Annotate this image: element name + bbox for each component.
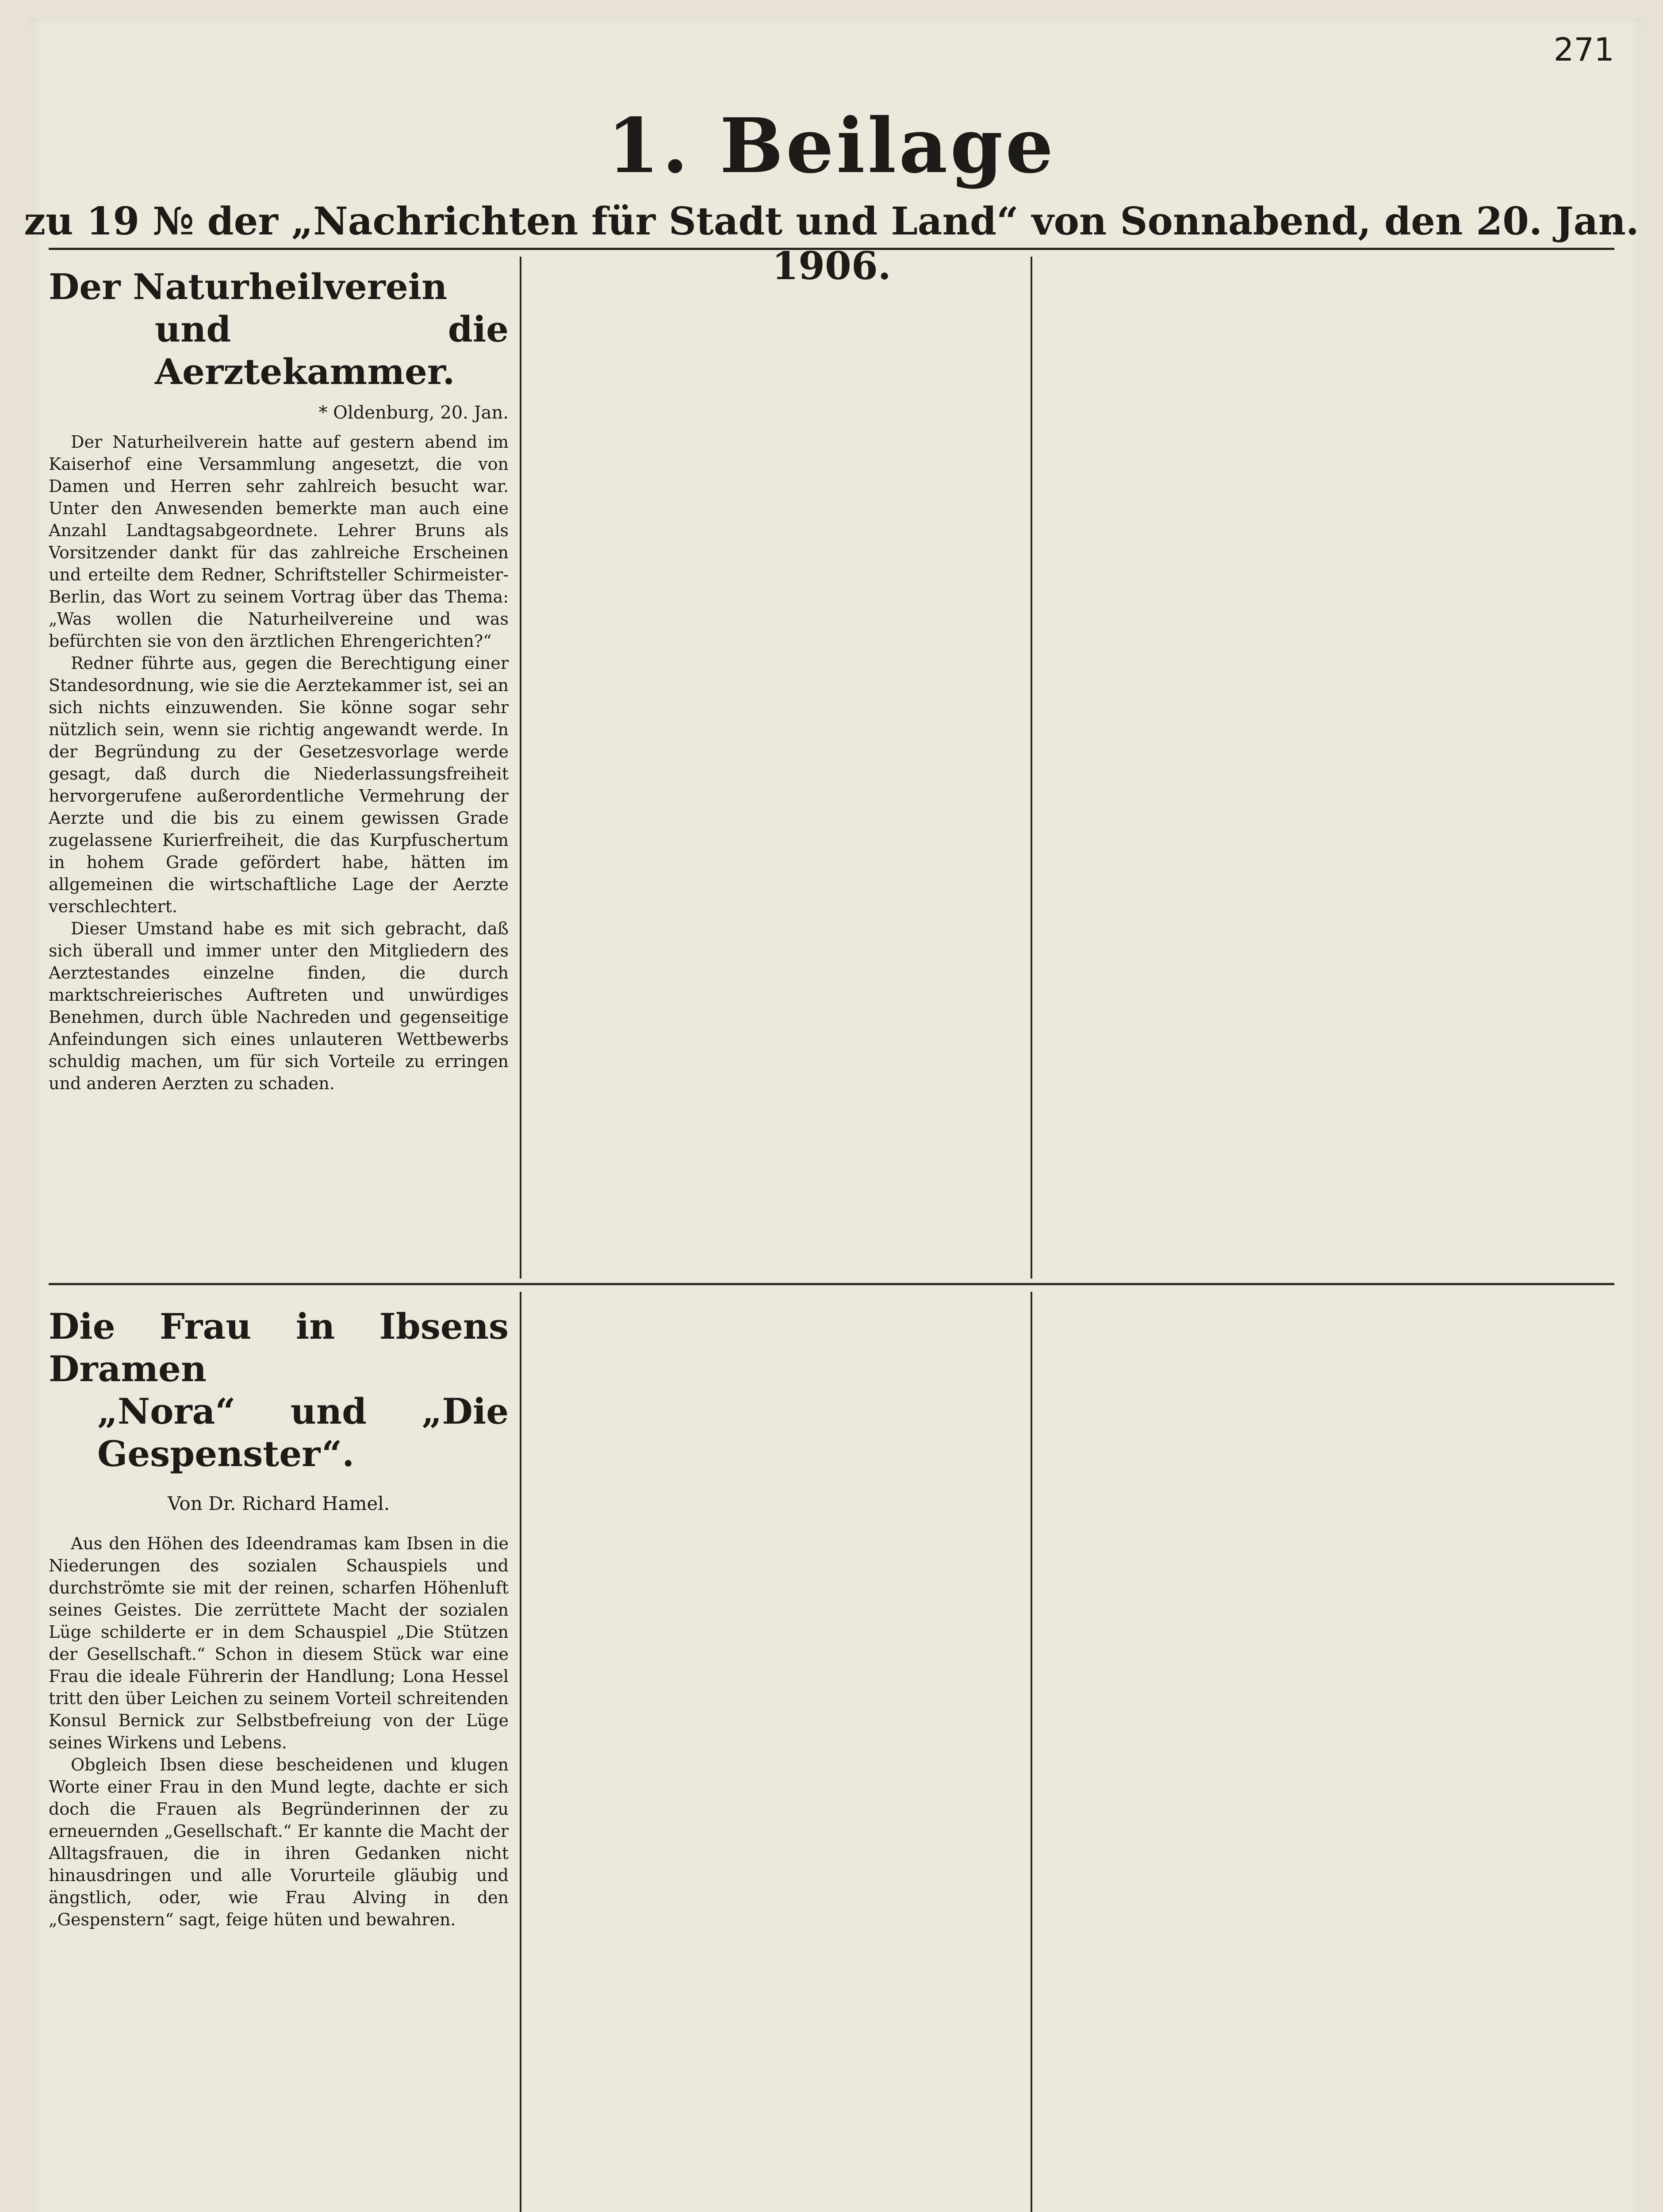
dateline: * Oldenburg, 20. Jan. <box>318 403 509 423</box>
page-number: 271 <box>1553 31 1614 68</box>
paragraph: Der Naturheilverein hatte auf gestern abend im Kaiserhof eine Versammlung angesetzt, die von Damen und Herren sehr zahlreich besucht war. Unter den Anwesenden bemerkte man auch eine Anzahl Landtagsabgeordnete. Lehrer Bruns als Vorsitzender dankt für das zahlreiche Erscheinen und erteilte dem Redner, Schriftsteller Schirmeister-Berlin, das Wort zu seinem Vortrag über das Thema: „Was wollen die Naturheilvereine und was befürchten sie von den ärztlichen Ehrengerichten?“ <box>49 432 509 651</box>
masthead <box>0 102 1663 288</box>
byline: Von Dr. Richard Hamel. <box>167 1493 390 1514</box>
article-ibsen <box>49 1305 509 2212</box>
column-rule-3 <box>520 1292 521 2212</box>
paragraph: Aus den Höhen des Ideendramas kam Ibsen in die Niederungen des sozialen Schauspiels und durchströmte sie mit der reinen, scharfen Höhenluft seines Geistes. Die zerrüttete Macht der sozialen Lüge schilderte er in dem Schauspiel „Die Stützen der Gesellschaft.“ Schon in diesem Stück war eine Frau die ideale Führerin der Handlung; Lona Hessel tritt den über Leichen zu seinem Vorteil schreitenden Konsul Bernick zur Selbstbefreiung von der Lüge seines Wirkens und Lebens. <box>49 1534 509 1752</box>
paragraph: Dieser Umstand habe es mit sich gebracht, daß sich überall und immer unter den Mitgliedern des Aerztestandes einzelne finden, die durch marktschreierisches Auftreten und unwürdiges Benehmen, durch üble Nachreden und gegenseitige Anfeindungen sich eines unlauteren Wettbewerbs schuldig machen, um für sich Vorteile zu erringen und anderen Aerzten zu schaden. <box>49 919 509 1093</box>
column-rule-1 <box>520 257 521 1279</box>
section-rule <box>49 1283 1614 1285</box>
masthead-rule <box>49 248 1614 250</box>
column-rule-4 <box>1031 1292 1032 2212</box>
supplement-subtitle: zu 19 № der „Nachrichten für Stadt und Land“ von Sonnabend, den 20. Jan. 1906. <box>24 199 1639 288</box>
paragraph: Redner führte aus, gegen die Berechtigung einer Standesordnung, wie sie die Aerztekammer ist, sei an sich nichts einzuwenden. Sie könne sogar sehr nützlich sein, wenn sie richtig angewandt werde. In der Begründung zu der Gesetzesvorlage werde gesagt, daß durch die Niederlassungsfreiheit hervorgerufene außerordentliche Vermehrung der Aerzte und die bis zu einem gewissen Grade zugelassene Kurierfreiheit, die das Kurpfuschertum in hohem Grade gefördert habe, hätten im allgemeinen die wirtschaftliche Lage der Aerzte verschlechtert. <box>49 653 509 916</box>
article-naturheilverein <box>49 265 509 1274</box>
article-headline: Die Frau in Ibsens Dramen „Nora“ und „Die Gespenster“. <box>49 1306 509 1475</box>
paragraph: Obgleich Ibsen diese bescheidenen und klugen Worte einer Frau in den Mund legte, dachte er sich doch die Frauen als Begründerinnen der zu erneuernden „Gesellschaft.“ Er kannte die Macht der Alltagsfrauen, die in ihren Gedanken nicht hinausdringen und alle Vorurteile gläubig und ängstlich, oder, wie Frau Alving in den „Gespenstern“ sagt, feige hüten und bewahren. <box>49 1755 509 1929</box>
article-headline: Der Naturheilverein und die Aerztekammer. <box>49 266 509 392</box>
column-rule-2 <box>1031 257 1032 1279</box>
supplement-title: 1. Beilage <box>607 102 1056 190</box>
